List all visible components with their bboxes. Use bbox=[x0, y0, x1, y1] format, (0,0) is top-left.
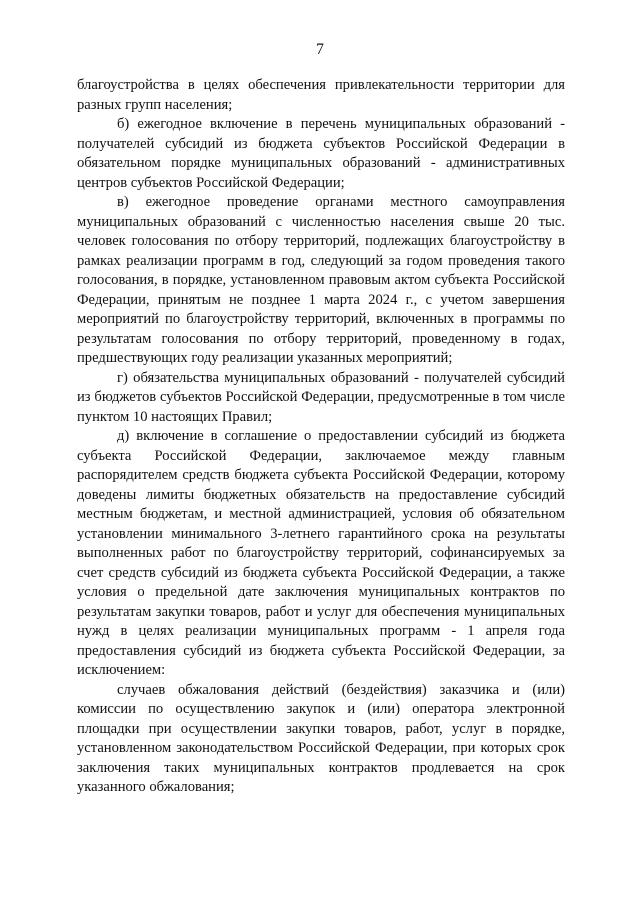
body-text bbox=[77, 76, 565, 798]
paragraph-continuation: благоустройства в целях обеспечения привлекательности территории для разных групп населения; bbox=[77, 77, 565, 113]
paragraph-exception-case: случаев обжалования действий (бездействия) заказчика и (или) комиссии по осуществлению закупок и (или) оператора электронной площадки при осуществлении закупки товаров, работ, услуг в порядке, установленном законодательством Российской Федерации, при которых срок заключения таких муниципальных контрактов продлевается на срок указанного обжалования; bbox=[77, 681, 565, 795]
paragraph-item-g: г) обязательства муниципальных образований - получателей субсидий из бюджетов субъектов Российской Федерации, предусмотренные в том числе пунктом 10 настоящих Правил; bbox=[77, 369, 565, 425]
paragraph-item-v: в) ежегодное проведение органами местного самоуправления муниципальных образований с численностью населения свыше 20 тыс. человек голосования по отбору территорий, подлежащих благоустройству в рамках реализации программ в год, следующий за годом проведения такого голосования, в порядке, установленном правовым актом субъекта Российской Федерации, принятым не позднее 1 марта 2024 г., с учетом завершения мероприятий по благоустройству территорий, включенных в программы по результатам голосования по отбору территорий, проведенному в годах, предшествующих году реализации указанных мероприятий; bbox=[77, 194, 565, 366]
paragraph-item-d: д) включение в соглашение о предоставлении субсидий из бюджета субъекта Российской Федерации, заключаемое между главным распорядителем средств бюджета субъекта Российской Федерации, которому доведены лимиты бюджетных обязательств на предоставление субсидий местным бюджетам, и местной администрацией, условия об обязательном установлении минимального 3-летнего гарантийного срока на результаты выполненных работ по благоустройству территорий, софинансируемых за счет средств субсидий из бюджета субъекта Российской Федерации, а также условия о предельной дате заключения муниципальных контрактов по результатам закупки товаров, работ и услуг для обеспечения муниципальных нужд в целях реализации муниципальных программ - 1 апреля года предоставления субсидий из бюджета субъекта Российской Федерации, за исключением: bbox=[77, 428, 565, 678]
page-number: 7 bbox=[316, 41, 324, 58]
paragraph-item-b: б) ежегодное включение в перечень муниципальных образований - получателей субсидий из бюджета субъектов Российской Федерации в обязательном порядке муниципальных образований - административных центров субъектов Российской Федерации; bbox=[77, 116, 565, 191]
